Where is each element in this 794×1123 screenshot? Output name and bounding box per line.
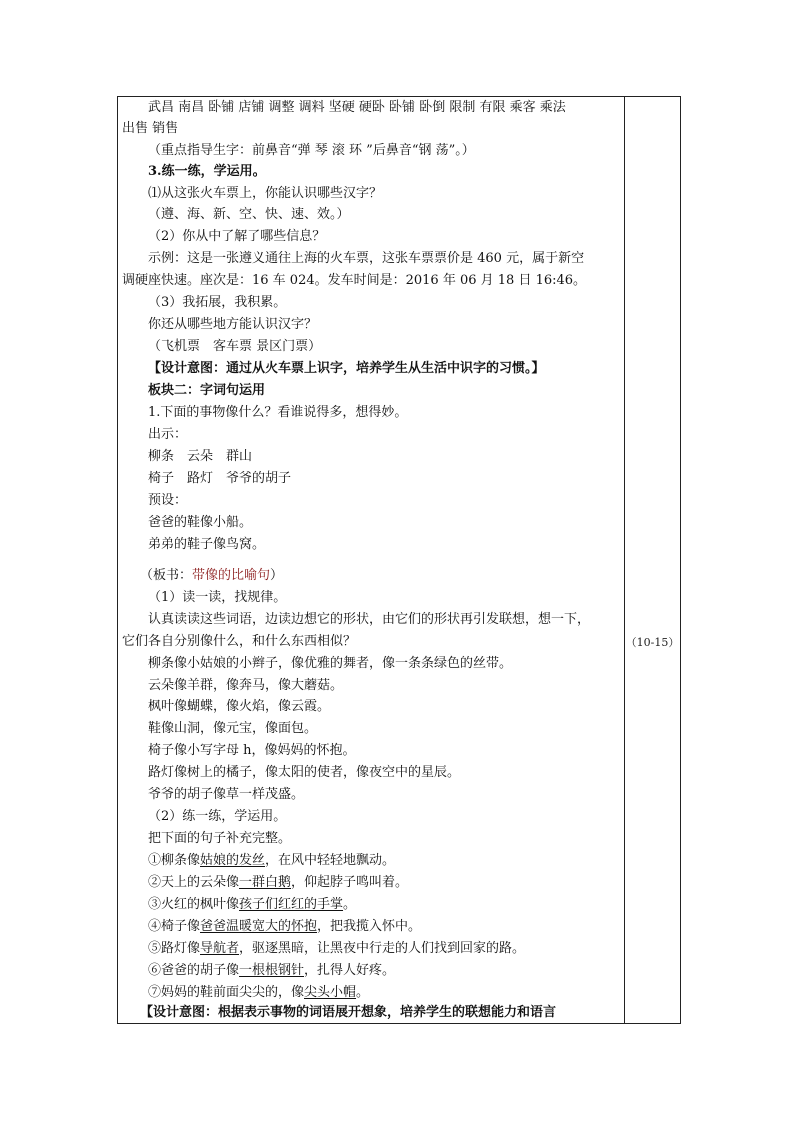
text-line: 把下面的句子补充完整。 <box>148 831 292 846</box>
content-cell <box>118 97 624 1023</box>
time-cell <box>625 97 680 1023</box>
text-line: （飞机票 客车票 景区门票） <box>148 339 322 354</box>
filled-answer: 导航者 <box>200 941 240 956</box>
board-note: （板书：带像的比喻句） <box>140 568 284 583</box>
text-line: 爸爸的鞋像小船。 <box>148 515 253 530</box>
text-line: 鞋像山洞，像元宝，像面包。 <box>148 721 318 736</box>
fill-sentence: ③火红的枫叶像孩子们红红的手掌。 <box>148 897 357 912</box>
text-line: 1.下面的事物像什么？看谁说得多，想得妙。 <box>148 405 408 420</box>
design-intent: 【设计意图：根据表示事物的词语展开想象，培养学生的联想能力和语言 <box>140 1005 557 1020</box>
text-line: ⑴从这张火车票上，你能认识哪些汉字？ <box>148 186 383 201</box>
text-line: （2）练一练，学运用。 <box>148 809 287 824</box>
design-intent: 【设计意图：通过从火车票上识字，培养学生从生活中识字的习惯。】 <box>148 361 545 376</box>
text-line: 柳条像小姑娘的小辫子，像优雅的舞者，像一条条绿色的丝带。 <box>148 656 513 671</box>
text-line: 椅子 路灯 爷爷的胡子 <box>148 471 292 486</box>
filled-answer: 孩子们红红的手掌 <box>239 897 344 912</box>
section-heading: 板块二：字词句运用 <box>148 383 266 398</box>
time-allocation: （10-15） <box>625 636 680 649</box>
fill-sentence: ②天上的云朵像一群白鹅，仰起脖子鸣叫着。 <box>148 875 409 890</box>
text-line: （2）你从中了解了哪些信息？ <box>148 229 326 244</box>
text-line: 认真读读这些词语，边读边想它的形状，由它们的形状再引发联想，想一下， <box>148 612 591 627</box>
text-line: 武昌 南昌 卧铺 店铺 调整 调料 坚硬 硬卧 卧铺 卧倒 限制 有限 乘客 乘法 <box>148 100 566 115</box>
text-line: 柳条 云朵 群山 <box>148 449 253 464</box>
text-line: 路灯像树上的橘子，像太阳的使者，像夜空中的星辰。 <box>148 765 461 780</box>
text-line: 爷爷的胡子像草一样茂盛。 <box>148 787 305 802</box>
board-note-content: 带像的比喻句 <box>192 568 271 583</box>
text-line: （1）读一读，找规律。 <box>148 590 287 605</box>
text-line: 云朵像羊群，像奔马，像大蘑菇。 <box>148 678 344 693</box>
text-line: 出示： <box>148 427 188 442</box>
text-line: 出售 销售 <box>122 121 179 136</box>
text-line: 示例：这是一张遵义通往上海的火车票，这张车票票价是 460 元，属于新空 <box>148 251 585 266</box>
text-line: （重点指导生字：前鼻音“弹 琴 滚 环 ”后鼻音“钢 荡”。） <box>148 143 475 158</box>
text-line: 它们各自分别像什么，和什么东西相似？ <box>122 634 357 649</box>
fill-sentence: ①柳条像姑娘的发丝，在风中轻轻地飘动。 <box>148 853 396 868</box>
filled-answer: 尖头小帽 <box>304 985 357 1000</box>
text-line: 弟弟的鞋子像鸟窝。 <box>148 537 266 552</box>
fill-sentence: ⑥爸爸的胡子像一根根钢针，扎得人好疼。 <box>148 963 396 978</box>
text-line: （遵、海、新、空、快、速、效。） <box>148 207 350 222</box>
text-line: 枫叶像蝴蝶，像火焰，像云霞。 <box>148 699 331 714</box>
fill-sentence: ④椅子像爸爸温暖宽大的怀抱，把我揽入怀中。 <box>148 919 422 934</box>
text-line: 调硬座快速。座次是：16 车 024。发车时间是：2016 年 06 月 18 日 16:46。 <box>122 273 587 288</box>
text-line: （3）我拓展，我积累。 <box>148 295 287 310</box>
filled-answer: 一根根钢针 <box>239 963 305 978</box>
fill-sentence: ⑦妈妈的鞋前面尖尖的，像尖头小帽。 <box>148 985 370 1000</box>
text-line: 椅子像小写字母 h，像妈妈的怀抱。 <box>148 743 356 758</box>
filled-answer: 一群白鹅 <box>239 875 292 890</box>
text-line: 预设： <box>148 493 188 508</box>
lesson-plan-table <box>117 96 681 1024</box>
text-line: 你还从哪些地方能认识汉字？ <box>148 317 318 332</box>
filled-answer: 姑娘的发丝 <box>200 853 266 868</box>
fill-sentence: ⑤路灯像导航者，驱逐黑暗，让黑夜中行走的人们找到回家的路。 <box>148 941 526 956</box>
filled-answer: 爸爸温暖宽大的怀抱 <box>200 919 318 934</box>
section-heading: 3.练一练，学运用。 <box>148 164 266 179</box>
